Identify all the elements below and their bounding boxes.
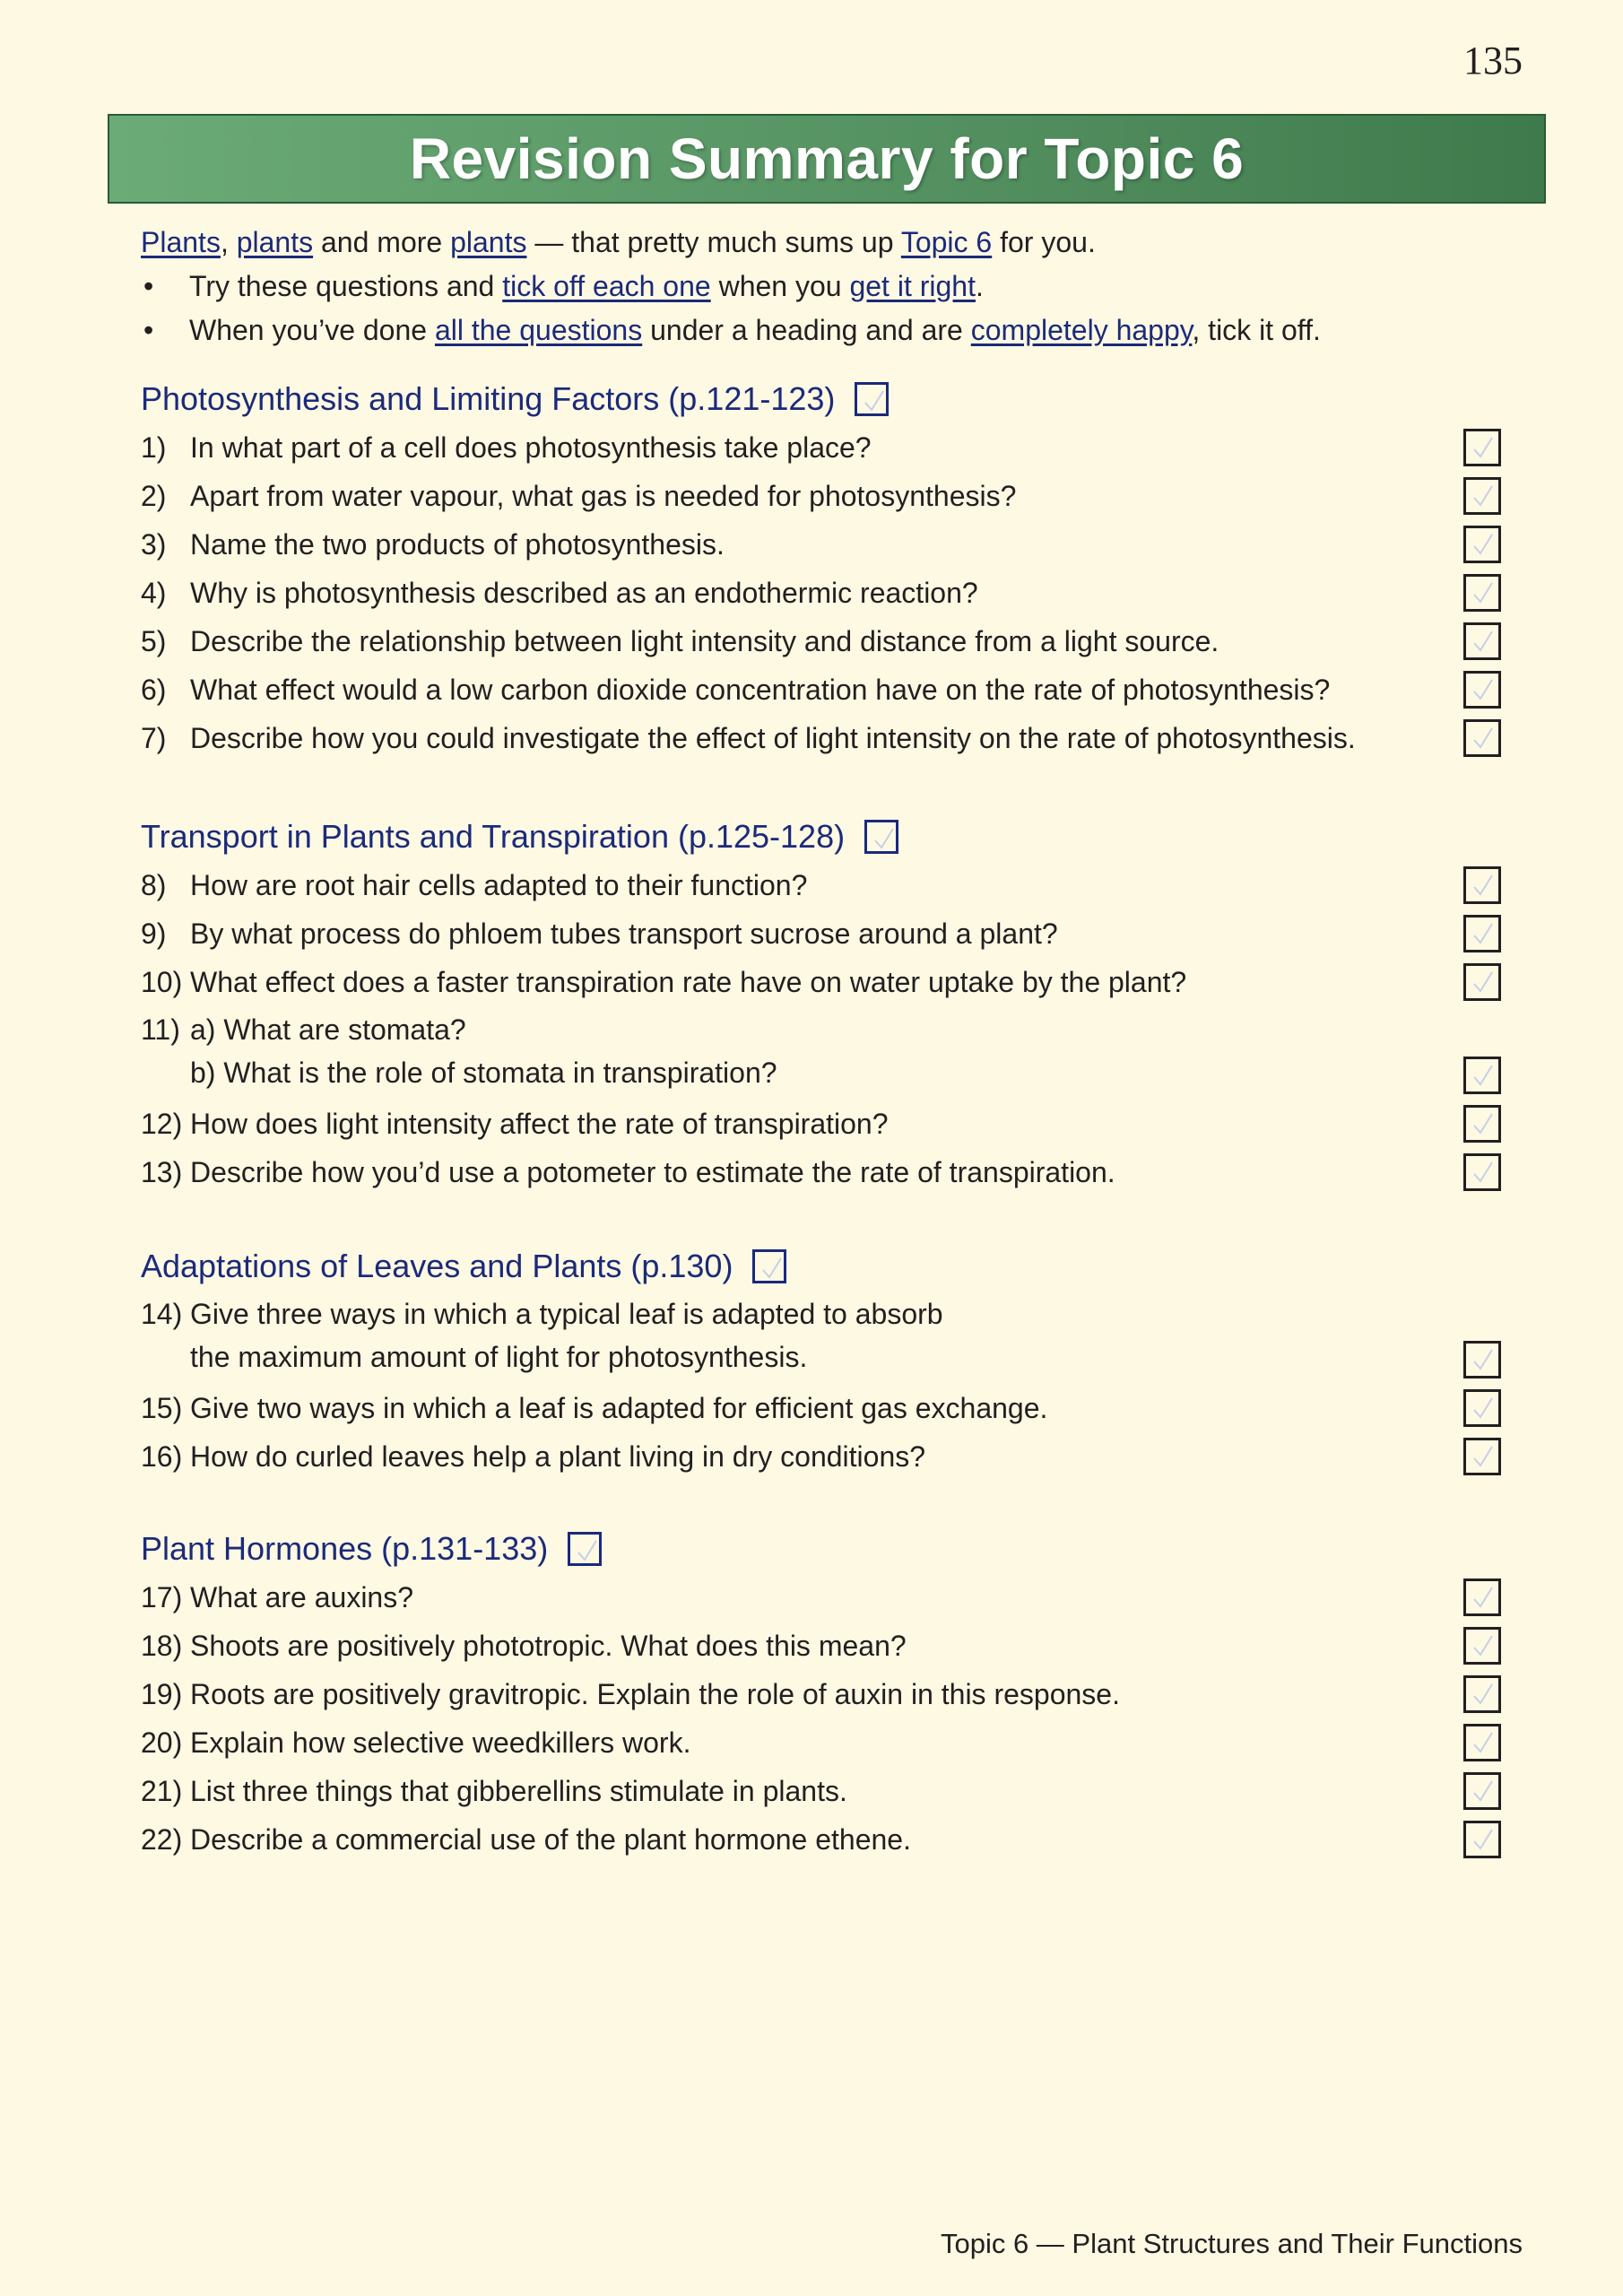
tick-icon xyxy=(1471,1159,1496,1186)
question-text: Roots are positively gravitropic. Explain the role of auxin in this response. xyxy=(190,1678,1120,1710)
question-checkbox[interactable] xyxy=(1463,963,1501,1001)
intro-text-fragment: when you xyxy=(710,270,850,302)
question-text: In what part of a cell does photosynthesis take place? xyxy=(190,431,872,464)
page-number: 135 xyxy=(1463,39,1523,83)
question-number: 2) xyxy=(141,480,167,512)
question-checkbox[interactable] xyxy=(1463,1105,1501,1143)
section-heading-text: Adaptations of Leaves and Plants (p.130) xyxy=(141,1248,733,1284)
question-row xyxy=(141,1670,1504,1718)
question-checkbox[interactable] xyxy=(1463,1389,1501,1427)
question-text: What effect would a low carbon dioxide concentration have on the rate of photosynthesis? xyxy=(190,674,1331,706)
question-row xyxy=(141,1573,1504,1622)
question-row xyxy=(141,423,1504,472)
question-row xyxy=(141,1432,1504,1481)
question-text: Name the two products of photosynthesis. xyxy=(190,528,725,561)
intro-link-plants-3: plants xyxy=(450,226,527,258)
section-checkbox[interactable] xyxy=(568,1532,602,1566)
question-number: 17) xyxy=(141,1581,183,1613)
section-checkbox[interactable] xyxy=(855,382,889,416)
section-photosynthesis xyxy=(141,375,1504,762)
title-banner xyxy=(108,114,1546,204)
section-checkbox[interactable] xyxy=(864,820,898,854)
question-row xyxy=(141,1384,1504,1432)
question-row xyxy=(141,909,1504,958)
intro-link-right: get it right xyxy=(849,270,976,302)
question-number: 1) xyxy=(141,431,167,464)
question-text: Give two ways in which a leaf is adapted for efficient gas exchange. xyxy=(190,1392,1048,1424)
question-checkbox[interactable] xyxy=(1463,1341,1501,1378)
intro-line-1 xyxy=(141,221,1540,265)
tick-icon xyxy=(1471,628,1496,655)
question-row xyxy=(141,958,1504,1006)
intro-bullet-1 xyxy=(141,265,1540,309)
tick-icon xyxy=(1471,1110,1496,1137)
question-text: Apart from water vapour, what gas is needed for photosynthesis? xyxy=(190,480,1017,512)
tick-icon xyxy=(575,1537,600,1564)
intro-text xyxy=(141,221,1540,352)
intro-link-plants-2: plants xyxy=(236,226,314,258)
tick-icon xyxy=(1471,676,1496,703)
question-row xyxy=(141,569,1504,617)
question-row xyxy=(141,472,1504,520)
section-heading xyxy=(141,375,1504,423)
question-checkbox[interactable] xyxy=(1463,866,1501,904)
question-row xyxy=(141,1006,1504,1100)
question-text: What effect does a faster transpiration rate have on water uptake by the plant? xyxy=(190,966,1187,998)
question-number: 5) xyxy=(141,625,167,657)
question-row xyxy=(141,665,1504,714)
section-heading xyxy=(141,1525,1504,1573)
question-number: 19) xyxy=(141,1678,183,1710)
question-number: 16) xyxy=(141,1440,183,1473)
intro-link-all-questions: all the questions xyxy=(434,314,643,346)
question-number: 21) xyxy=(141,1775,183,1807)
question-text: How does light intensity affect the rate of transpiration? xyxy=(190,1108,889,1140)
question-number: 15) xyxy=(141,1392,183,1424)
question-text: Give three ways in which a typical leaf is adapted to absorb xyxy=(190,1298,943,1330)
section-checkbox[interactable] xyxy=(752,1249,786,1283)
page-footer: Topic 6 — Plant Structures and Their Functions xyxy=(940,2228,1523,2259)
tick-icon xyxy=(862,387,887,414)
question-number: 10) xyxy=(141,966,183,998)
question-row xyxy=(141,1815,1504,1864)
intro-text-fragment: for you. xyxy=(992,226,1096,258)
question-checkbox[interactable] xyxy=(1463,526,1501,563)
intro-text-fragment: . xyxy=(975,270,984,302)
intro-text-fragment: and more xyxy=(313,226,451,258)
question-text: How are root hair cells adapted to their function? xyxy=(190,869,808,901)
tick-icon xyxy=(1471,531,1496,558)
tick-icon xyxy=(1471,1062,1496,1089)
question-text: By what process do phloem tubes transport sucrose around a plant? xyxy=(190,918,1058,950)
bullet-icon: • xyxy=(143,270,154,302)
question-row xyxy=(141,1148,1504,1196)
section-transport xyxy=(141,813,1504,1196)
intro-link-tick: tick off each one xyxy=(502,270,711,302)
tick-icon xyxy=(1471,1826,1496,1853)
tick-icon xyxy=(1471,434,1496,461)
tick-icon xyxy=(1471,1346,1496,1373)
question-text: Explain how selective weedkillers work. xyxy=(190,1726,691,1759)
question-checkbox[interactable] xyxy=(1463,574,1501,612)
tick-icon xyxy=(1471,1443,1496,1470)
tick-icon xyxy=(1471,1778,1496,1805)
section-heading xyxy=(141,1242,1504,1291)
question-checkbox[interactable] xyxy=(1463,1627,1501,1665)
question-text: a) What are stomata? xyxy=(190,1013,466,1046)
question-text-continued: the maximum amount of light for photosynthesis. xyxy=(190,1341,808,1373)
intro-text-fragment: — that pretty much sums up xyxy=(526,226,901,258)
tick-icon xyxy=(1471,1584,1496,1611)
intro-link-plants-1: Plants xyxy=(141,226,221,258)
section-hormones xyxy=(141,1525,1504,1864)
question-row xyxy=(141,1718,1504,1767)
question-number: 14) xyxy=(141,1298,183,1330)
question-checkbox[interactable] xyxy=(1463,477,1501,515)
question-number: 22) xyxy=(141,1823,183,1856)
question-row xyxy=(141,1622,1504,1670)
intro-text-fragment: , tick it off. xyxy=(1192,314,1321,346)
question-text: Describe a commercial use of the plant hormone ethene. xyxy=(190,1823,911,1856)
tick-icon xyxy=(872,825,897,852)
question-text: How do curled leaves help a plant living in dry conditions? xyxy=(190,1440,926,1473)
tick-icon xyxy=(1471,579,1496,606)
question-checkbox[interactable] xyxy=(1463,671,1501,709)
intro-text-fragment: When you’ve done xyxy=(189,314,435,346)
tick-icon xyxy=(1471,1681,1496,1708)
tick-icon xyxy=(1471,1729,1496,1756)
tick-icon xyxy=(1471,920,1496,947)
question-row xyxy=(141,1100,1504,1148)
question-number: 3) xyxy=(141,528,167,561)
question-text: Why is photosynthesis described as an endothermic reaction? xyxy=(190,577,978,609)
question-row xyxy=(141,714,1504,762)
intro-text-fragment: , xyxy=(220,226,237,258)
question-text: Describe how you’d use a potometer to estimate the rate of transpiration. xyxy=(190,1156,1115,1188)
question-number: 13) xyxy=(141,1156,183,1188)
question-checkbox[interactable] xyxy=(1463,1057,1501,1094)
question-number: 7) xyxy=(141,722,167,754)
question-checkbox[interactable] xyxy=(1463,622,1501,660)
question-number: 18) xyxy=(141,1630,183,1662)
question-row xyxy=(141,1291,1504,1384)
question-number: 4) xyxy=(141,577,167,609)
section-heading xyxy=(141,813,1504,861)
question-checkbox[interactable] xyxy=(1463,719,1501,757)
question-checkbox[interactable] xyxy=(1463,1821,1501,1858)
question-number: 12) xyxy=(141,1108,183,1140)
question-checkbox[interactable] xyxy=(1463,1153,1501,1191)
question-checkbox[interactable] xyxy=(1463,429,1501,466)
question-row xyxy=(141,1767,1504,1815)
question-row xyxy=(141,520,1504,569)
tick-icon xyxy=(759,1255,785,1282)
question-text-continued: b) What is the role of stomata in transpiration? xyxy=(190,1057,777,1089)
question-checkbox[interactable] xyxy=(1463,1772,1501,1810)
question-text: What are auxins? xyxy=(190,1581,414,1613)
intro-text-fragment: under a heading and are xyxy=(642,314,971,346)
question-number: 20) xyxy=(141,1726,183,1759)
question-checkbox[interactable] xyxy=(1463,915,1501,952)
tick-icon xyxy=(1471,1632,1496,1659)
section-heading-text: Transport in Plants and Transpiration (p.125-128) xyxy=(141,818,846,855)
page-title: Revision Summary for Topic 6 xyxy=(409,126,1245,191)
section-adaptations xyxy=(141,1242,1504,1481)
question-checkbox[interactable] xyxy=(1463,1675,1501,1713)
question-number: 6) xyxy=(141,674,167,706)
question-text: Describe how you could investigate the effect of light intensity on the rate of photosynthesis. xyxy=(190,722,1356,754)
question-text: Describe the relationship between light intensity and distance from a light source. xyxy=(190,625,1219,657)
question-row xyxy=(141,861,1504,909)
bullet-icon: • xyxy=(143,314,154,346)
intro-link-happy: completely happy xyxy=(970,314,1193,346)
question-checkbox[interactable] xyxy=(1463,1578,1501,1616)
intro-text-fragment: Try these questions and xyxy=(189,270,503,302)
tick-icon xyxy=(1471,872,1496,899)
tick-icon xyxy=(1471,483,1496,509)
question-number: 11) xyxy=(141,1013,180,1046)
question-checkbox[interactable] xyxy=(1463,1724,1501,1761)
question-checkbox[interactable] xyxy=(1463,1438,1501,1475)
tick-icon xyxy=(1471,969,1496,996)
tick-icon xyxy=(1471,725,1496,752)
question-number: 9) xyxy=(141,918,167,950)
question-number: 8) xyxy=(141,869,167,901)
intro-link-topic: Topic 6 xyxy=(900,226,993,258)
question-text: List three things that gibberellins stimulate in plants. xyxy=(190,1775,847,1807)
tick-icon xyxy=(1471,1395,1496,1422)
section-heading-text: Photosynthesis and Limiting Factors (p.121-123) xyxy=(141,380,836,417)
question-text: Shoots are positively phototropic. What does this mean? xyxy=(190,1630,907,1662)
intro-bullet-2 xyxy=(141,309,1540,352)
question-row xyxy=(141,617,1504,665)
section-heading-text: Plant Hormones (p.131-133) xyxy=(141,1530,549,1567)
